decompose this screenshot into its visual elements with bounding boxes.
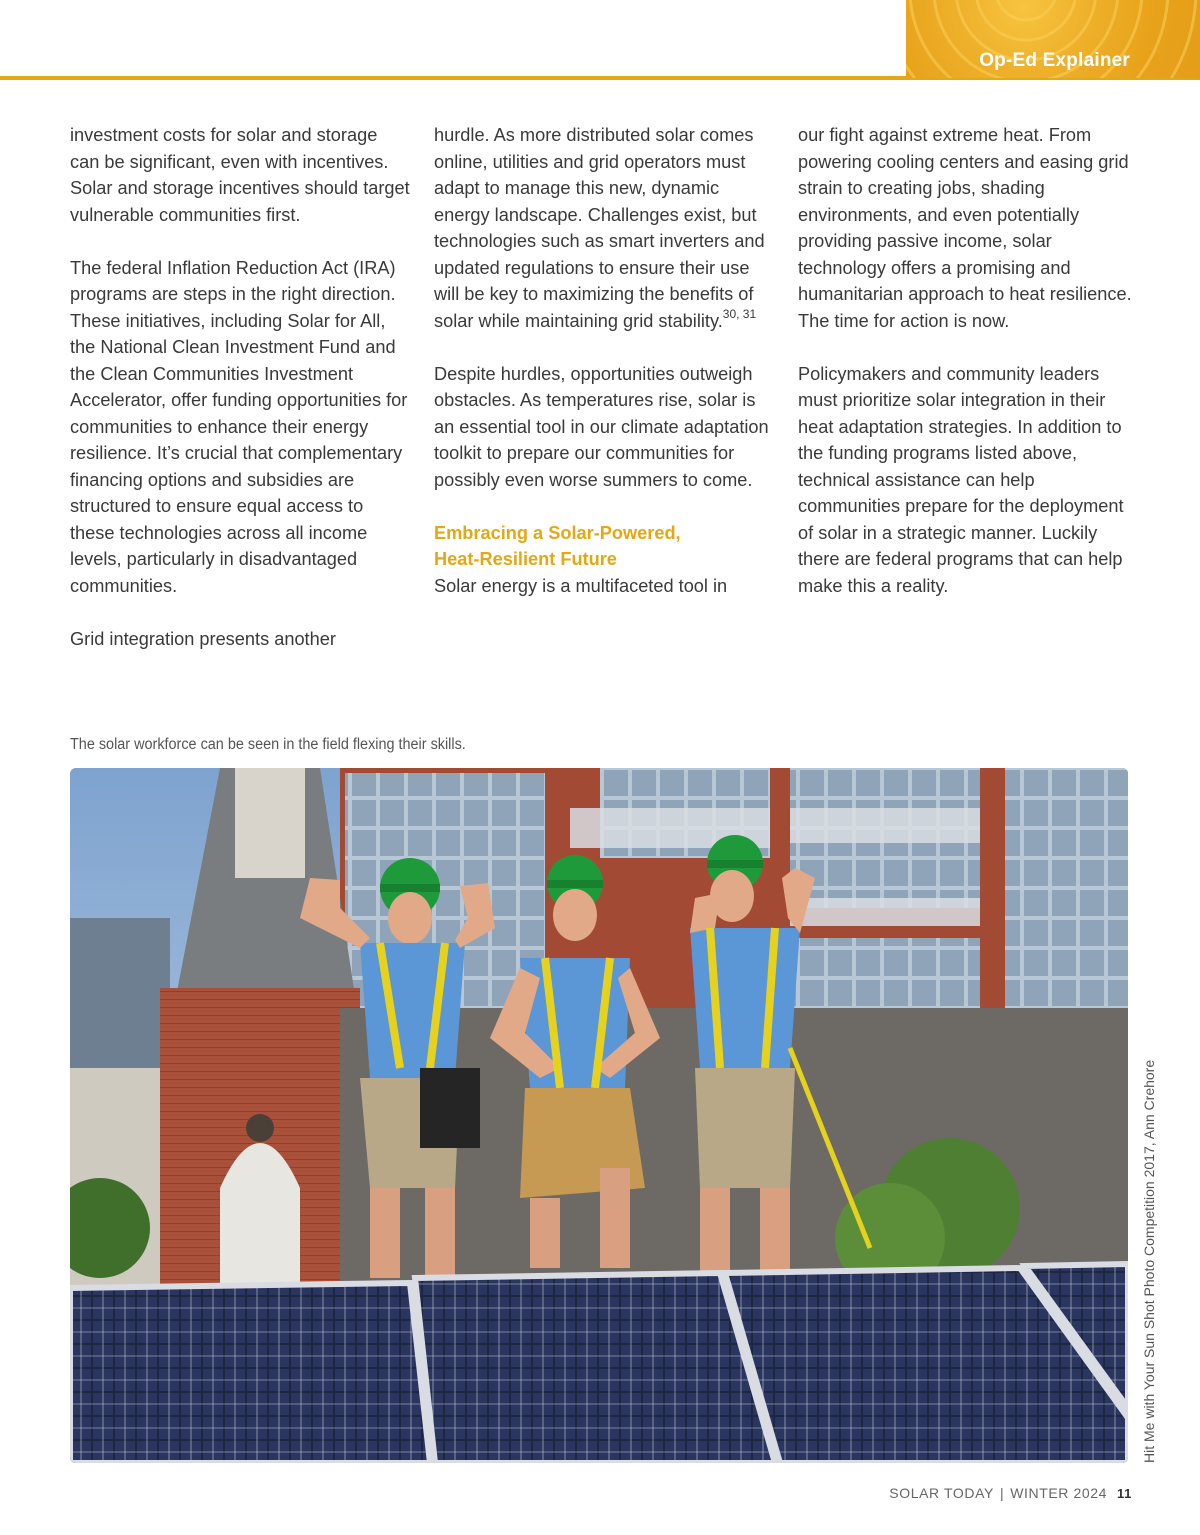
section-label: Op-Ed Explainer: [979, 50, 1130, 71]
text-column-3: [798, 122, 1138, 599]
text-column-2: [434, 122, 774, 599]
section-subheading-line-1: Embracing a Solar-Powered,: [434, 522, 681, 543]
paragraph: Despite hurdles, opportunities outweigh obstacles. As temperatures rise, solar is an essential tool in our climate adaptation toolkit to prepare our communities for possibly even worse summers to come.: [434, 363, 769, 490]
paragraph: investment costs for solar and storage can be significant, even with incentives. Solar and storage incentives should target vulnerable communities first.: [70, 125, 410, 225]
paragraph-text: hurdle. As more distributed solar comes online, utilities and grid operators must adapt to manage this new, dynamic energy landscape. Challenges exist, but technologies such as smart inverters and updated regulations to ensure their use will be key to maximizing the benefits of solar while maintaining grid stability.: [434, 125, 765, 331]
paragraph: The federal Inflation Reduction Act (IRA) programs are steps in the right direction. These initiatives, including Solar for All, the National Clean Investment Fund and the Clean Communities Investment Accelerator, offer funding opportunities for communities to enhance their energy resilience. It’s crucial that complementary financing options and subsidies are structured to ensure equal access to these technologies across all income levels, particularly in disadvantaged communities.: [70, 257, 408, 596]
publication-name: SOLAR TODAY: [889, 1485, 994, 1501]
section-block: [434, 520, 774, 600]
section-subheading-line-2: Heat-Resilient Future: [434, 549, 617, 569]
paragraph: our fight against extreme heat. From powering cooling centers and easing grid strain to creating jobs, shading environments, and even potentially providing passive income, solar technology offers a promising and humanitarian approach to heat resilience. The time for action is now.: [798, 125, 1132, 331]
paragraph: Grid integration presents another: [70, 628, 336, 649]
section-tab: [906, 0, 1200, 78]
page-footer: [889, 1485, 1132, 1501]
solar-workers-photo: [70, 768, 1128, 1463]
paragraph-text: Solar energy is a multifaceted tool in: [434, 575, 728, 596]
paragraph: Policymakers and community leaders must prioritize solar integration in their heat adaptation strategies. In addition to the funding programs listed above, technical assistance can help communities prepare for the deployment of solar in a strategic manner. Luckily there are federal programs that can help make this a reality.: [798, 363, 1124, 596]
issue-label: WINTER 2024: [1010, 1485, 1108, 1501]
page-number: 11: [1117, 1486, 1132, 1501]
reference-superscript: 30, 31: [722, 306, 757, 321]
photo-caption: The solar workforce can be seen in the field flexing their skills.: [70, 736, 466, 753]
text-column-1: [70, 122, 410, 652]
photo-credit: Hit Me with Your Sun Shot Photo Competition 2017, Ann Crehore: [1141, 1059, 1157, 1463]
paragraph: [434, 122, 774, 334]
footer-separator: |: [999, 1485, 1005, 1501]
